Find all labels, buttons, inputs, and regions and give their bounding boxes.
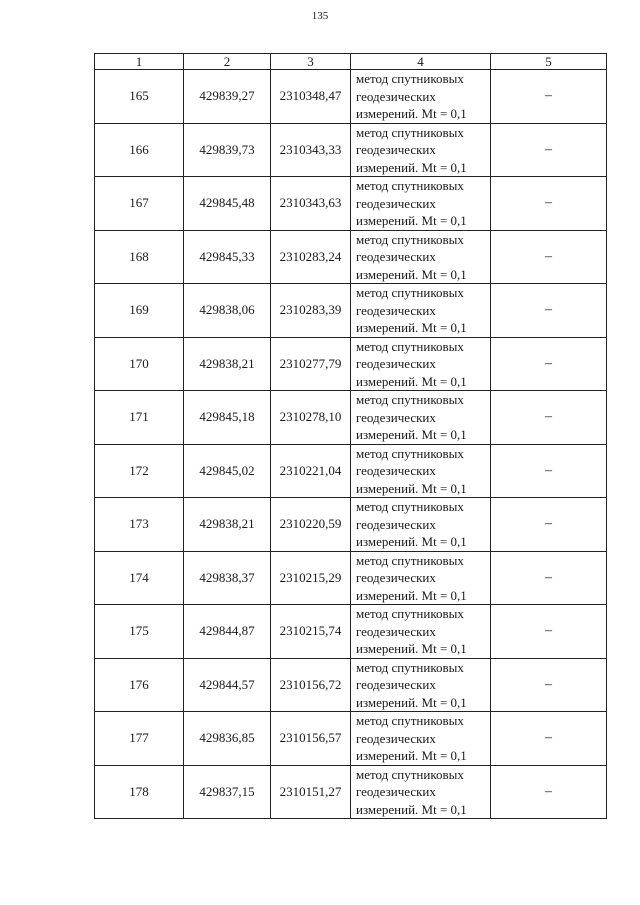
coordinate-x: 429838,06 xyxy=(184,284,271,338)
page-number: 135 xyxy=(311,10,329,22)
table-row xyxy=(95,712,607,766)
coordinate-y: 2310283,39 xyxy=(271,284,351,338)
coordinate-y: 2310220,59 xyxy=(271,498,351,552)
method-description xyxy=(351,498,491,552)
method-line-2: геодезических xyxy=(356,142,436,157)
column-header-4: 4 xyxy=(351,54,491,70)
method-line-3: измерений. Mt = 0,1 xyxy=(356,266,467,282)
method-line-1: метод спутниковых xyxy=(356,552,464,568)
method-description xyxy=(351,605,491,659)
note-cell: – xyxy=(491,605,607,659)
method-line-1: метод спутниковых xyxy=(356,71,464,86)
method-line-3: измерений. Mt = 0,1 xyxy=(356,694,467,710)
point-number: 172 xyxy=(95,444,184,498)
point-number: 173 xyxy=(95,498,184,552)
coordinate-y: 2310343,63 xyxy=(271,177,351,231)
method-line-2: геодезических xyxy=(356,88,436,104)
point-number: 174 xyxy=(95,551,184,605)
table-row xyxy=(95,765,607,819)
method-line-2: геодезических xyxy=(356,623,436,639)
method-line-3: измерений. Mt = 0,1 xyxy=(356,748,467,763)
note-cell: – xyxy=(491,658,607,712)
method-description xyxy=(351,551,491,605)
method-line-3: измерений. Mt = 0,1 xyxy=(356,587,467,603)
coordinate-x: 429837,15 xyxy=(184,765,271,819)
method-line-1: метод спутниковых xyxy=(356,713,464,728)
method-description xyxy=(351,70,491,124)
note-cell: – xyxy=(491,230,607,284)
coordinate-x: 429845,48 xyxy=(184,177,271,231)
method-description xyxy=(351,765,491,819)
method-line-1: метод спутниковых xyxy=(356,606,464,621)
method-line-2: геодезических xyxy=(356,463,436,478)
method-line-2: геодезических xyxy=(356,302,436,318)
column-header-2: 2 xyxy=(184,54,271,70)
coordinate-y: 2310343,33 xyxy=(271,123,351,177)
coordinate-x: 429836,85 xyxy=(184,712,271,766)
point-number: 175 xyxy=(95,605,184,659)
column-header-1: 1 xyxy=(95,54,184,70)
method-line-3: измерений. Mt = 0,1 xyxy=(356,480,467,496)
point-number: 166 xyxy=(95,123,184,177)
coordinate-y: 2310348,47 xyxy=(271,70,351,124)
coordinate-x: 429838,21 xyxy=(184,337,271,391)
coordinate-x: 429839,73 xyxy=(184,123,271,177)
point-number: 177 xyxy=(95,712,184,766)
column-header-5: 5 xyxy=(491,54,607,70)
method-description xyxy=(351,444,491,498)
note-cell: – xyxy=(491,391,607,445)
method-description xyxy=(351,284,491,338)
header-row xyxy=(95,54,607,70)
note-cell: – xyxy=(491,765,607,819)
table-row xyxy=(95,337,607,391)
method-description xyxy=(351,230,491,284)
note-cell: – xyxy=(491,551,607,605)
coordinate-y: 2310215,29 xyxy=(271,551,351,605)
method-line-2: геодезических xyxy=(356,730,436,746)
coordinate-y: 2310278,10 xyxy=(271,391,351,445)
table-row xyxy=(95,230,607,284)
method-line-1: метод спутниковых xyxy=(356,659,464,675)
method-description xyxy=(351,337,491,391)
coordinate-y: 2310156,57 xyxy=(271,712,351,766)
coordinate-x: 429839,27 xyxy=(184,70,271,124)
method-line-3: измерений. Mt = 0,1 xyxy=(356,373,467,389)
coordinate-y: 2310215,74 xyxy=(271,605,351,659)
method-line-2: геодезических xyxy=(356,570,436,585)
point-number: 167 xyxy=(95,177,184,231)
table-row xyxy=(95,551,607,605)
table-row xyxy=(95,444,607,498)
method-line-2: геодезических xyxy=(356,677,436,692)
note-cell: – xyxy=(491,284,607,338)
coordinate-x: 429838,21 xyxy=(184,498,271,552)
method-line-1: метод спутниковых xyxy=(356,285,464,300)
note-cell: – xyxy=(491,712,607,766)
method-line-3: измерений. Mt = 0,1 xyxy=(356,213,467,228)
coordinate-y: 2310156,72 xyxy=(271,658,351,712)
coordinate-x: 429845,18 xyxy=(184,391,271,445)
point-number: 169 xyxy=(95,284,184,338)
method-description xyxy=(351,658,491,712)
table-row xyxy=(95,70,607,124)
point-number: 176 xyxy=(95,658,184,712)
coordinate-x: 429845,33 xyxy=(184,230,271,284)
column-header-3: 3 xyxy=(271,54,351,70)
method-line-1: метод спутниковых xyxy=(356,392,464,407)
method-line-2: геодезических xyxy=(356,249,436,264)
table-row xyxy=(95,391,607,445)
point-number: 170 xyxy=(95,337,184,391)
coordinate-y: 2310277,79 xyxy=(271,337,351,391)
method-line-3: измерений. Mt = 0,1 xyxy=(356,801,467,817)
note-cell: – xyxy=(491,177,607,231)
table-row xyxy=(95,123,607,177)
coordinate-x: 429844,87 xyxy=(184,605,271,659)
note-cell: – xyxy=(491,444,607,498)
note-cell: – xyxy=(491,337,607,391)
method-line-1: метод спутниковых xyxy=(356,231,464,247)
method-description xyxy=(351,177,491,231)
table-row xyxy=(95,605,607,659)
method-line-3: измерений. Mt = 0,1 xyxy=(356,534,467,549)
table-row xyxy=(95,284,607,338)
table-row xyxy=(95,498,607,552)
method-description xyxy=(351,391,491,445)
method-line-3: измерений. Mt = 0,1 xyxy=(356,159,467,175)
coordinate-y: 2310283,24 xyxy=(271,230,351,284)
point-number: 171 xyxy=(95,391,184,445)
coordinate-x: 429845,02 xyxy=(184,444,271,498)
method-line-1: метод спутниковых xyxy=(356,124,464,140)
method-line-3: измерений. Mt = 0,1 xyxy=(356,320,467,335)
method-line-3: измерений. Mt = 0,1 xyxy=(356,641,467,656)
note-cell: – xyxy=(491,498,607,552)
method-line-2: геодезических xyxy=(356,516,436,532)
method-line-1: метод спутниковых xyxy=(356,445,464,461)
note-cell: – xyxy=(491,123,607,177)
method-line-1: метод спутниковых xyxy=(356,499,464,514)
method-line-1: метод спутниковых xyxy=(356,338,464,354)
point-number: 165 xyxy=(95,70,184,124)
coordinates-table xyxy=(94,53,607,819)
coordinate-x: 429844,57 xyxy=(184,658,271,712)
method-line-2: геодезических xyxy=(356,784,436,799)
method-description xyxy=(351,123,491,177)
method-line-2: геодезических xyxy=(356,409,436,425)
coordinate-y: 2310221,04 xyxy=(271,444,351,498)
method-line-1: метод спутниковых xyxy=(356,766,464,782)
method-line-2: геодезических xyxy=(356,356,436,371)
method-line-1: метод спутниковых xyxy=(356,178,464,193)
table-row xyxy=(95,658,607,712)
method-description xyxy=(351,712,491,766)
method-line-3: измерений. Mt = 0,1 xyxy=(356,106,467,121)
point-number: 178 xyxy=(95,765,184,819)
coordinate-x: 429838,37 xyxy=(184,551,271,605)
note-cell: – xyxy=(491,70,607,124)
method-line-2: геодезических xyxy=(356,195,436,211)
coordinate-y: 2310151,27 xyxy=(271,765,351,819)
table-row xyxy=(95,177,607,231)
point-number: 168 xyxy=(95,230,184,284)
method-line-3: измерений. Mt = 0,1 xyxy=(356,427,467,442)
